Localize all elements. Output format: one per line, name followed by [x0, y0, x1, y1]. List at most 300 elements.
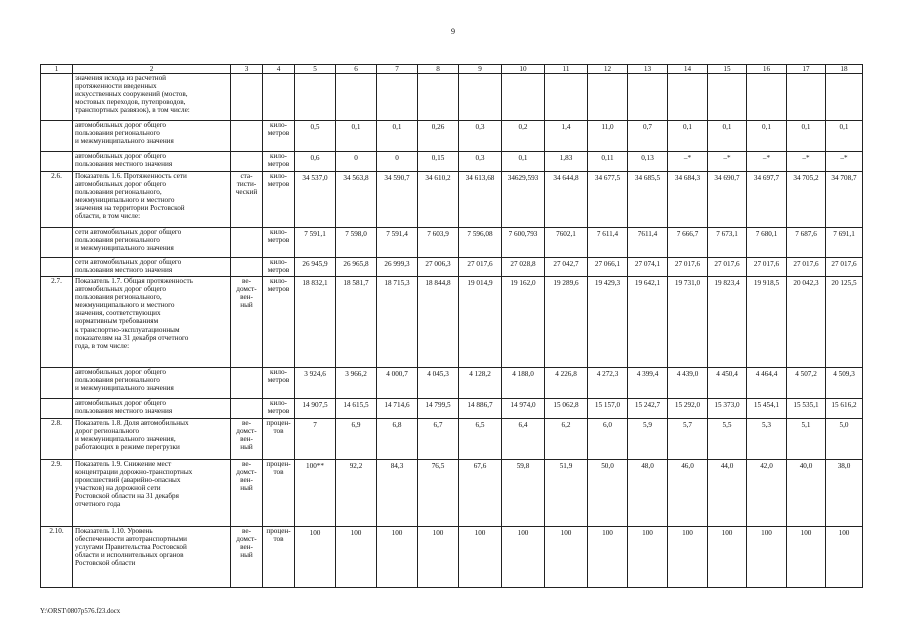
- value-cell: 0,6: [295, 152, 336, 172]
- indicator-name: [73, 419, 231, 460]
- value-cell: 46,0: [668, 460, 708, 527]
- data-source-line: ве-: [242, 277, 251, 285]
- value-cell: 4 439,0: [668, 368, 708, 399]
- value-cell: [418, 74, 459, 121]
- table-row: [41, 121, 863, 152]
- value-cell: 19 162,0: [502, 277, 545, 368]
- indicator-name-line: участков) на дорожной сети: [75, 484, 161, 493]
- indicator-name-line: пользования местного значения: [75, 407, 173, 416]
- data-source-line: ве-: [242, 419, 251, 427]
- table-row: [41, 399, 863, 419]
- row-number: 2.7.: [41, 277, 73, 368]
- value-cell: 14 974,0: [502, 399, 545, 419]
- header-cell: 5: [295, 65, 336, 74]
- indicator-name-line: и межмуниципального значения: [75, 137, 174, 146]
- header-cell: 3: [231, 65, 263, 74]
- value-cell: 34 690,7: [708, 172, 747, 228]
- value-cell: 7 611,4: [588, 228, 628, 258]
- value-cell: 26 945,9: [295, 258, 336, 277]
- row-number: 2.10.: [41, 527, 73, 588]
- value-cell: 7: [295, 419, 336, 460]
- value-cell: 6,7: [418, 419, 459, 460]
- header-cell: 14: [668, 65, 708, 74]
- indicator-name: [73, 228, 231, 258]
- indicator-name: [73, 368, 231, 399]
- unit-line: кило-: [270, 121, 287, 129]
- unit: [263, 172, 295, 228]
- value-cell: –*: [747, 152, 787, 172]
- value-cell: 5,9: [628, 419, 668, 460]
- table-row: [41, 368, 863, 399]
- page-number: 9: [451, 27, 455, 36]
- value-cell: 0,3: [459, 121, 502, 152]
- value-cell: 15 157,0: [588, 399, 628, 419]
- value-cell: 4 045,3: [418, 368, 459, 399]
- value-cell: 20 125,5: [826, 277, 863, 368]
- value-cell: 0,1: [668, 121, 708, 152]
- value-cell: 7 680,1: [747, 228, 787, 258]
- file-path-footer: Y:\ORST\0807p576.f23.docx: [40, 608, 121, 615]
- value-cell: 27 006,3: [418, 258, 459, 277]
- data-source-line: домст-: [236, 427, 257, 436]
- table-row: [41, 152, 863, 172]
- data-source-line: ческий: [235, 188, 258, 197]
- unit-line: кило-: [270, 172, 287, 180]
- value-cell: 7 598,0: [336, 228, 377, 258]
- data-source-line: ве-: [242, 527, 251, 535]
- value-cell: [787, 74, 826, 121]
- row-number: [41, 399, 73, 419]
- value-cell: 7 603,9: [418, 228, 459, 258]
- unit-line: метров: [267, 407, 290, 416]
- indicator-name: [73, 172, 231, 228]
- header-cell: 16: [747, 65, 787, 74]
- value-cell: 14 615,5: [336, 399, 377, 419]
- data-source: [231, 527, 263, 588]
- value-cell: 34 705,2: [787, 172, 826, 228]
- value-cell: 19 289,6: [545, 277, 588, 368]
- value-cell: 0,26: [418, 121, 459, 152]
- indicator-name-line: и межмуниципального значения: [75, 244, 174, 253]
- header-cell: 12: [588, 65, 628, 74]
- value-cell: 1,83: [545, 152, 588, 172]
- header-cell: 8: [418, 65, 459, 74]
- unit-line: метров: [267, 180, 290, 189]
- value-cell: 0,1: [336, 121, 377, 152]
- indicator-name-line: Показатель 1.7. Общая протяженность: [75, 277, 193, 285]
- value-cell: 50,0: [588, 460, 628, 527]
- indicator-name-line: автомобильных дорог общего: [75, 368, 167, 376]
- header-cell: 18: [826, 65, 863, 74]
- value-cell: 100: [295, 527, 336, 588]
- value-cell: 34629,593: [502, 172, 545, 228]
- indicator-name: [73, 399, 231, 419]
- value-cell: 5,1: [787, 419, 826, 460]
- value-cell: [588, 74, 628, 121]
- indicator-name: [73, 121, 231, 152]
- data-source: [231, 460, 263, 527]
- value-cell: [826, 74, 863, 121]
- value-cell: 40,0: [787, 460, 826, 527]
- value-cell: 7611,4: [628, 228, 668, 258]
- indicator-name-line: Показатель 1.6. Протяженность сети: [75, 172, 187, 180]
- value-cell: [708, 74, 747, 121]
- value-cell: 14 714,6: [377, 399, 418, 419]
- unit: [263, 368, 295, 399]
- unit-line: процен-: [266, 460, 291, 468]
- unit: [263, 277, 295, 368]
- value-cell: 100**: [295, 460, 336, 527]
- indicator-name-line: к транспортно-эксплуатационным: [75, 325, 180, 334]
- value-cell: 15 454,1: [747, 399, 787, 419]
- value-cell: 15 242,7: [628, 399, 668, 419]
- unit-line: метров: [267, 160, 290, 169]
- unit: [263, 121, 295, 152]
- row-number: [41, 258, 73, 277]
- value-cell: 100: [747, 527, 787, 588]
- value-cell: 27 042,7: [545, 258, 588, 277]
- indicator-name-line: области, в том числе:: [75, 212, 141, 221]
- value-cell: 6,8: [377, 419, 418, 460]
- value-cell: 100: [545, 527, 588, 588]
- row-number: [41, 228, 73, 258]
- unit-line: тов: [273, 535, 284, 544]
- value-cell: 19 823,4: [708, 277, 747, 368]
- unit-line: кило-: [270, 258, 287, 266]
- value-cell: 100: [336, 527, 377, 588]
- indicator-name: [73, 527, 231, 588]
- data-source-line: тисти-: [236, 180, 257, 189]
- value-cell: 27 017,6: [708, 258, 747, 277]
- value-cell: 7 591,1: [295, 228, 336, 258]
- indicator-name-line: Ростовской области: [75, 559, 136, 568]
- value-cell: 100: [628, 527, 668, 588]
- unit: [263, 419, 295, 460]
- indicator-name-line: автомобильных дорог общего: [75, 399, 167, 407]
- value-cell: 100: [787, 527, 826, 588]
- value-cell: 34 708,7: [826, 172, 863, 228]
- value-cell: 18 844,8: [418, 277, 459, 368]
- value-cell: –*: [826, 152, 863, 172]
- row-number: 2.6.: [41, 172, 73, 228]
- unit-line: кило-: [270, 277, 287, 285]
- value-cell: [668, 74, 708, 121]
- value-cell: 11,0: [588, 121, 628, 152]
- value-cell: 51,9: [545, 460, 588, 527]
- data-source: [231, 368, 263, 399]
- data-source-line: ный: [240, 443, 253, 452]
- unit: [263, 399, 295, 419]
- data-source-line: домст-: [236, 468, 257, 477]
- value-cell: 15 535,1: [787, 399, 826, 419]
- unit-line: кило-: [270, 399, 287, 407]
- indicator-name-line: услугами Правительства Ростовской: [75, 543, 187, 552]
- unit-line: процен-: [266, 419, 291, 427]
- indicator-name-line: пользования местного значения: [75, 266, 173, 275]
- indicator-name-line: межмуниципального и местного: [75, 301, 175, 310]
- value-cell: 4 509,3: [826, 368, 863, 399]
- value-cell: 7 687,6: [787, 228, 826, 258]
- indicator-name-line: обеспеченности автотранспортными: [75, 535, 187, 544]
- value-cell: 100: [708, 527, 747, 588]
- unit-line: метров: [267, 376, 290, 385]
- indicator-name-line: автомобильных дорог общего: [75, 285, 167, 294]
- unit-line: тов: [273, 427, 284, 436]
- indicator-name-line: нормативным требованиям: [75, 317, 159, 326]
- data-source-line: ве-: [242, 460, 251, 468]
- value-cell: 18 581,7: [336, 277, 377, 368]
- value-cell: 0,7: [628, 121, 668, 152]
- table-row: [41, 172, 863, 228]
- row-number: [41, 152, 73, 172]
- unit: [263, 527, 295, 588]
- value-cell: [628, 74, 668, 121]
- table-row: [41, 460, 863, 527]
- value-cell: 14 886,7: [459, 399, 502, 419]
- data-source: [231, 74, 263, 121]
- data-source-line: вен-: [240, 476, 253, 485]
- header-cell: 10: [502, 65, 545, 74]
- table-row: [41, 527, 863, 588]
- value-cell: –*: [787, 152, 826, 172]
- value-cell: 19 731,0: [668, 277, 708, 368]
- value-cell: 34 590,7: [377, 172, 418, 228]
- value-cell: 1,4: [545, 121, 588, 152]
- unit: [263, 228, 295, 258]
- value-cell: 27 017,6: [668, 258, 708, 277]
- unit: [263, 74, 295, 121]
- data-source: [231, 277, 263, 368]
- header-cell: 11: [545, 65, 588, 74]
- value-cell: 15 062,8: [545, 399, 588, 419]
- indicator-name-line: межмуниципального и местного: [75, 196, 175, 205]
- value-cell: 100: [418, 527, 459, 588]
- value-cell: 84,3: [377, 460, 418, 527]
- value-cell: [545, 74, 588, 121]
- row-number: 2.9.: [41, 460, 73, 527]
- value-cell: [295, 74, 336, 121]
- indicator-name-line: пользования регионального,: [75, 188, 162, 197]
- row-number: [41, 368, 73, 399]
- value-cell: 19 642,1: [628, 277, 668, 368]
- value-cell: 7 666,7: [668, 228, 708, 258]
- row-number: 2.8.: [41, 419, 73, 460]
- value-cell: 100: [377, 527, 418, 588]
- value-cell: 18 715,3: [377, 277, 418, 368]
- row-number: [41, 121, 73, 152]
- indicator-name-line: значения, соответствующих: [75, 309, 161, 318]
- data-source-line: домст-: [236, 535, 257, 544]
- value-cell: 4 128,2: [459, 368, 502, 399]
- indicator-name-line: значения на территории Ростовской: [75, 204, 185, 213]
- indicator-name-line: сети автомобильных дорог общего: [75, 258, 182, 266]
- unit-line: процен-: [266, 527, 291, 535]
- value-cell: 34 685,5: [628, 172, 668, 228]
- indicator-name-line: автомобильных дорог общего: [75, 121, 167, 129]
- table-row: [41, 74, 863, 121]
- data-source: [231, 399, 263, 419]
- indicator-name-line: области и исполнительных органов: [75, 551, 184, 560]
- value-cell: 4 188,0: [502, 368, 545, 399]
- indicator-name-line: пользования местного значения: [75, 160, 173, 169]
- value-cell: 6,2: [545, 419, 588, 460]
- indicator-name-line: года, в том числе:: [75, 341, 130, 350]
- header-cell: 7: [377, 65, 418, 74]
- unit: [263, 152, 295, 172]
- data-source: [231, 152, 263, 172]
- header-cell: 15: [708, 65, 747, 74]
- value-cell: 0: [336, 152, 377, 172]
- value-cell: 0,13: [628, 152, 668, 172]
- value-cell: 5,5: [708, 419, 747, 460]
- value-cell: 15 616,2: [826, 399, 863, 419]
- value-cell: 26 965,8: [336, 258, 377, 277]
- indicator-name-line: пользования регионального: [75, 129, 160, 138]
- data-source-line: ный: [240, 301, 253, 310]
- value-cell: 100: [668, 527, 708, 588]
- value-cell: 4 507,2: [787, 368, 826, 399]
- header-cell: 4: [263, 65, 295, 74]
- table-row: [41, 228, 863, 258]
- value-cell: 48,0: [628, 460, 668, 527]
- indicator-name-line: отчетного года: [75, 500, 121, 509]
- value-cell: 5,0: [826, 419, 863, 460]
- indicator-name-line: Показатель 1.8. Доля автомобильных: [75, 419, 189, 427]
- indicator-name-line: Ростовской области на 31 декабря: [75, 492, 179, 501]
- value-cell: 42,0: [747, 460, 787, 527]
- indicator-name-line: Показатель 1.9. Снижение мест: [75, 460, 172, 468]
- value-cell: 100: [459, 527, 502, 588]
- table-row: [41, 277, 863, 368]
- value-cell: 67,6: [459, 460, 502, 527]
- value-cell: 0,1: [377, 121, 418, 152]
- data-source: [231, 121, 263, 152]
- indicator-name-line: работающих в режиме перегрузки: [75, 443, 180, 452]
- unit: [263, 258, 295, 277]
- value-cell: 34 684,3: [668, 172, 708, 228]
- value-cell: 0,1: [502, 152, 545, 172]
- value-cell: 27 017,6: [747, 258, 787, 277]
- value-cell: 3 966,2: [336, 368, 377, 399]
- value-cell: 44,0: [708, 460, 747, 527]
- value-cell: 34 697,7: [747, 172, 787, 228]
- value-cell: 19 429,3: [588, 277, 628, 368]
- value-cell: 7 600,793: [502, 228, 545, 258]
- value-cell: 19 014,9: [459, 277, 502, 368]
- value-cell: 100: [502, 527, 545, 588]
- indicator-name-line: автомобильных дорог общего: [75, 180, 167, 189]
- value-cell: 34 610,2: [418, 172, 459, 228]
- value-cell: 5,3: [747, 419, 787, 460]
- value-cell: 4 399,4: [628, 368, 668, 399]
- indicator-name-line: значения исхода из расчетной: [75, 74, 167, 82]
- value-cell: 20 042,3: [787, 277, 826, 368]
- value-cell: 0: [377, 152, 418, 172]
- value-cell: 0,1: [747, 121, 787, 152]
- unit-line: кило-: [270, 152, 287, 160]
- value-cell: 27 017,6: [787, 258, 826, 277]
- unit-line: кило-: [270, 368, 287, 376]
- indicator-name-line: мостовых переходов, путепроводов,: [75, 98, 186, 107]
- data-source-line: вен-: [240, 293, 253, 302]
- value-cell: 4 464,4: [747, 368, 787, 399]
- header-cell: 6: [336, 65, 377, 74]
- value-cell: 34 644,8: [545, 172, 588, 228]
- value-cell: [459, 74, 502, 121]
- indicator-name: [73, 74, 231, 121]
- value-cell: 0,2: [502, 121, 545, 152]
- unit-line: метров: [267, 236, 290, 245]
- indicator-name: [73, 277, 231, 368]
- indicator-name-line: транспортных развязок), в том числе:: [75, 106, 190, 115]
- data-source: [231, 228, 263, 258]
- value-cell: 4 226,8: [545, 368, 588, 399]
- header-cell: 13: [628, 65, 668, 74]
- data-source-line: вен-: [240, 543, 253, 552]
- row-number: [41, 74, 73, 121]
- indicators-table: [40, 64, 863, 588]
- unit: [263, 460, 295, 527]
- indicator-name-line: автомобильных дорог общего: [75, 152, 167, 160]
- value-cell: 0,15: [418, 152, 459, 172]
- unit-line: метров: [267, 129, 290, 138]
- indicator-name-line: концентрации дорожно-транспортных: [75, 468, 193, 477]
- indicator-name-line: сети автомобильных дорог общего: [75, 228, 182, 236]
- value-cell: 19 918,5: [747, 277, 787, 368]
- value-cell: 14 799,5: [418, 399, 459, 419]
- value-cell: 18 832,1: [295, 277, 336, 368]
- value-cell: 7 591,4: [377, 228, 418, 258]
- indicator-name: [73, 460, 231, 527]
- value-cell: 14 907,5: [295, 399, 336, 419]
- indicator-name-line: и межмуниципального значения: [75, 384, 174, 393]
- indicator-name-line: происшествий (аварийно-опасных: [75, 476, 181, 485]
- value-cell: 27 066,1: [588, 258, 628, 277]
- value-cell: 27 017,6: [826, 258, 863, 277]
- value-cell: 0,1: [708, 121, 747, 152]
- value-cell: 0,3: [459, 152, 502, 172]
- indicator-name-line: Показатель 1.10. Уровень: [75, 527, 153, 535]
- value-cell: 15 373,0: [708, 399, 747, 419]
- value-cell: –*: [668, 152, 708, 172]
- value-cell: 4 272,3: [588, 368, 628, 399]
- indicator-name-line: дорог регионального: [75, 427, 140, 436]
- data-source: [231, 172, 263, 228]
- unit-line: метров: [267, 285, 290, 294]
- value-cell: –*: [708, 152, 747, 172]
- value-cell: 76,5: [418, 460, 459, 527]
- value-cell: 6,9: [336, 419, 377, 460]
- value-cell: 100: [826, 527, 863, 588]
- value-cell: 27 074,1: [628, 258, 668, 277]
- value-cell: [502, 74, 545, 121]
- unit-line: кило-: [270, 228, 287, 236]
- value-cell: 3 924,6: [295, 368, 336, 399]
- value-cell: 5,7: [668, 419, 708, 460]
- header-cell: 17: [787, 65, 826, 74]
- data-source-line: домст-: [236, 285, 257, 294]
- indicator-name-line: пользования регионального: [75, 376, 160, 385]
- value-cell: 0,5: [295, 121, 336, 152]
- table-row: [41, 419, 863, 460]
- value-cell: 0,11: [588, 152, 628, 172]
- header-cell: 9: [459, 65, 502, 74]
- header-cell: 1: [41, 65, 73, 74]
- value-cell: 4 000,7: [377, 368, 418, 399]
- value-cell: 6,0: [588, 419, 628, 460]
- value-cell: [747, 74, 787, 121]
- value-cell: 26 999,3: [377, 258, 418, 277]
